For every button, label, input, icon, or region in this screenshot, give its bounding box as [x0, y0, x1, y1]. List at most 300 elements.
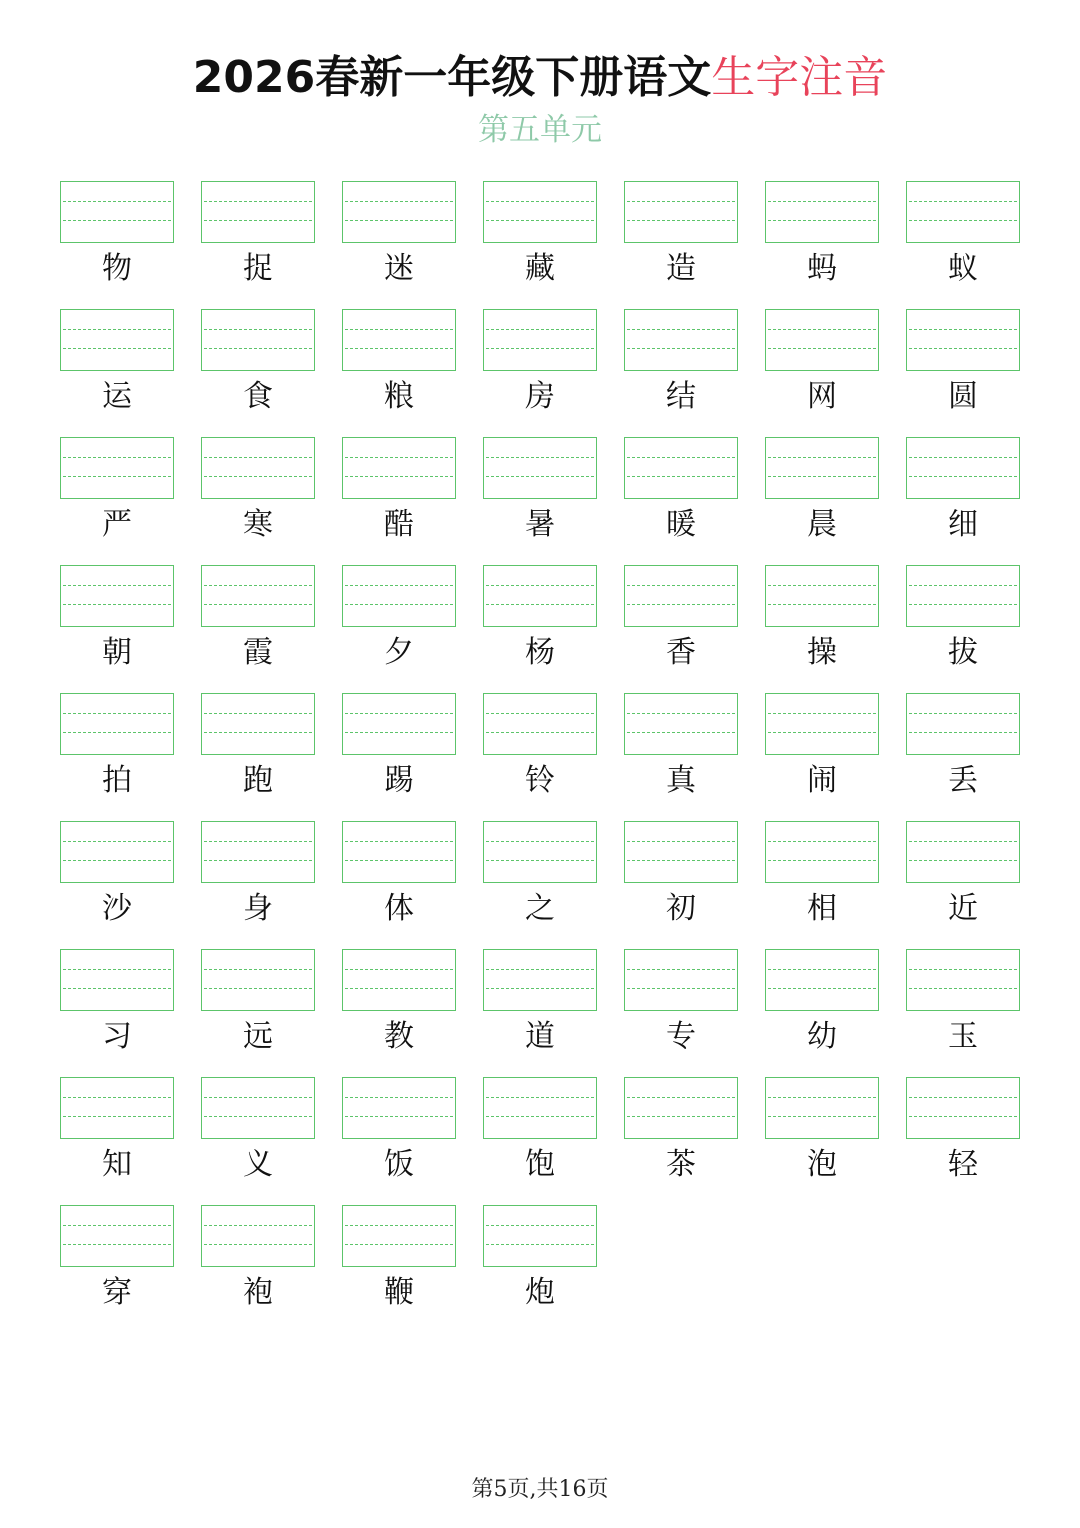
character-label: 藏 — [525, 251, 555, 286]
guide-line — [63, 604, 171, 605]
guide-line — [909, 201, 1017, 202]
character-cell — [624, 565, 738, 693]
character-label: 鞭 — [384, 1275, 414, 1310]
character-label: 拍 — [102, 763, 132, 798]
character-cell — [201, 1077, 315, 1205]
guide-line — [63, 476, 171, 477]
guide-line — [204, 201, 312, 202]
guide-line — [768, 732, 876, 733]
character-cell — [483, 181, 597, 309]
guide-line — [345, 604, 453, 605]
guide-line — [909, 841, 1017, 842]
guide-line — [909, 348, 1017, 349]
pinyin-writing-box[interactable] — [342, 693, 456, 755]
character-cell — [342, 309, 456, 437]
guide-line — [345, 1116, 453, 1117]
character-cell — [60, 181, 174, 309]
character-cell — [342, 565, 456, 693]
character-cell — [201, 437, 315, 565]
guide-line — [204, 348, 312, 349]
character-cell — [483, 949, 597, 1077]
guide-line — [63, 1116, 171, 1117]
guide-line — [627, 201, 735, 202]
guide-line — [345, 732, 453, 733]
guide-line — [204, 476, 312, 477]
guide-line — [909, 1116, 1017, 1117]
guide-line — [768, 329, 876, 330]
pinyin-writing-box[interactable] — [342, 181, 456, 243]
pinyin-writing-box[interactable] — [201, 821, 315, 883]
character-label: 初 — [666, 891, 696, 926]
character-label: 暑 — [525, 507, 555, 542]
character-cell — [624, 309, 738, 437]
guide-line — [909, 585, 1017, 586]
pinyin-writing-box[interactable] — [60, 1205, 174, 1267]
guide-line — [627, 1116, 735, 1117]
pinyin-writing-box[interactable] — [624, 437, 738, 499]
guide-line — [486, 348, 594, 349]
character-label: 相 — [807, 891, 837, 926]
guide-line — [768, 220, 876, 221]
guide-line — [486, 476, 594, 477]
character-cell — [483, 821, 597, 949]
character-label: 丢 — [948, 763, 978, 798]
character-label: 寒 — [243, 507, 273, 542]
guide-line — [768, 585, 876, 586]
character-cell — [906, 1077, 1020, 1205]
character-label: 知 — [102, 1147, 132, 1182]
character-cell — [906, 309, 1020, 437]
pinyin-writing-box[interactable] — [60, 309, 174, 371]
pinyin-writing-box[interactable] — [906, 565, 1020, 627]
character-cell — [483, 1077, 597, 1205]
character-label: 香 — [666, 635, 696, 670]
character-label: 捉 — [243, 251, 273, 286]
character-cell — [906, 693, 1020, 821]
pinyin-writing-box[interactable] — [483, 821, 597, 883]
pinyin-writing-box[interactable] — [483, 1077, 597, 1139]
guide-line — [627, 457, 735, 458]
character-cell — [483, 693, 597, 821]
character-label: 粮 — [384, 379, 414, 414]
guide-line — [486, 1244, 594, 1245]
guide-line — [345, 329, 453, 330]
guide-line — [204, 732, 312, 733]
guide-line — [204, 604, 312, 605]
character-label: 饭 — [384, 1147, 414, 1182]
character-label: 夕 — [384, 635, 414, 670]
character-label: 茶 — [666, 1147, 696, 1182]
character-label: 圆 — [948, 379, 978, 414]
pinyin-writing-box[interactable] — [483, 949, 597, 1011]
guide-line — [486, 841, 594, 842]
guide-line — [486, 457, 594, 458]
guide-line — [204, 1244, 312, 1245]
guide-line — [627, 969, 735, 970]
title-accent: 生字注音 — [711, 52, 888, 103]
guide-line — [345, 713, 453, 714]
guide-line — [768, 988, 876, 989]
character-label: 饱 — [525, 1147, 555, 1182]
character-label: 蚁 — [948, 251, 978, 286]
pinyin-writing-box[interactable] — [60, 437, 174, 499]
guide-line — [345, 860, 453, 861]
character-cell — [906, 437, 1020, 565]
character-label: 穿 — [102, 1275, 132, 1310]
guide-line — [768, 841, 876, 842]
guide-line — [204, 713, 312, 714]
character-cell — [765, 565, 879, 693]
character-label: 近 — [948, 891, 978, 926]
guide-line — [768, 1097, 876, 1098]
guide-line — [486, 329, 594, 330]
character-cell — [765, 693, 879, 821]
character-label: 沙 — [102, 891, 132, 926]
character-cell — [906, 949, 1020, 1077]
pinyin-writing-box[interactable] — [342, 1077, 456, 1139]
page-title — [0, 48, 1080, 108]
guide-line — [627, 220, 735, 221]
guide-line — [63, 329, 171, 330]
character-label: 迷 — [384, 251, 414, 286]
guide-line — [627, 841, 735, 842]
guide-line — [768, 860, 876, 861]
pinyin-writing-box[interactable] — [765, 565, 879, 627]
character-cell — [201, 565, 315, 693]
character-label: 食 — [243, 379, 273, 414]
character-cell — [342, 1077, 456, 1205]
character-label: 习 — [102, 1019, 132, 1054]
character-label: 幼 — [807, 1019, 837, 1054]
character-cell — [483, 437, 597, 565]
pinyin-writing-box[interactable] — [906, 693, 1020, 755]
unit-subtitle: 第五单元 — [478, 112, 602, 148]
pinyin-writing-box[interactable] — [201, 437, 315, 499]
character-label: 泡 — [807, 1147, 837, 1182]
guide-line — [63, 457, 171, 458]
character-cell — [483, 565, 597, 693]
character-label: 玉 — [948, 1019, 978, 1054]
pinyin-writing-box[interactable] — [483, 181, 597, 243]
guide-line — [345, 988, 453, 989]
character-cell — [201, 1205, 315, 1333]
character-label: 体 — [384, 891, 414, 926]
guide-line — [204, 988, 312, 989]
guide-line — [204, 969, 312, 970]
pinyin-writing-box[interactable] — [906, 1077, 1020, 1139]
guide-line — [63, 860, 171, 861]
guide-line — [486, 1097, 594, 1098]
guide-line — [345, 348, 453, 349]
guide-line — [627, 604, 735, 605]
character-label: 真 — [666, 763, 696, 798]
guide-line — [627, 476, 735, 477]
character-label: 拔 — [948, 635, 978, 670]
character-cell — [906, 181, 1020, 309]
guide-line — [627, 988, 735, 989]
character-label: 晨 — [807, 507, 837, 542]
guide-line — [63, 841, 171, 842]
guide-line — [204, 1116, 312, 1117]
guide-line — [204, 1097, 312, 1098]
pinyin-writing-box[interactable] — [906, 437, 1020, 499]
character-cell — [483, 309, 597, 437]
pinyin-writing-box[interactable] — [624, 309, 738, 371]
guide-line — [345, 201, 453, 202]
pinyin-writing-box[interactable] — [342, 565, 456, 627]
guide-line — [627, 713, 735, 714]
character-cell — [624, 1077, 738, 1205]
guide-line — [627, 732, 735, 733]
guide-line — [345, 1225, 453, 1226]
pinyin-writing-box[interactable] — [765, 437, 879, 499]
character-cell — [765, 821, 879, 949]
character-cell — [906, 565, 1020, 693]
character-label: 细 — [948, 507, 978, 542]
character-cell — [342, 437, 456, 565]
character-cell — [201, 181, 315, 309]
character-label: 轻 — [948, 1147, 978, 1182]
guide-line — [204, 457, 312, 458]
guide-line — [909, 604, 1017, 605]
pinyin-writing-box[interactable] — [60, 821, 174, 883]
guide-line — [204, 220, 312, 221]
guide-line — [63, 348, 171, 349]
character-label: 暖 — [666, 507, 696, 542]
pinyin-writing-box[interactable] — [765, 821, 879, 883]
character-label: 踢 — [384, 763, 414, 798]
guide-line — [486, 732, 594, 733]
character-cell — [765, 1077, 879, 1205]
pinyin-writing-box[interactable] — [624, 821, 738, 883]
character-label: 房 — [525, 379, 555, 414]
character-label: 朝 — [102, 635, 132, 670]
guide-line — [345, 457, 453, 458]
guide-line — [768, 348, 876, 349]
character-cell — [342, 181, 456, 309]
pinyin-writing-box[interactable] — [201, 693, 315, 755]
guide-line — [909, 457, 1017, 458]
guide-line — [345, 1244, 453, 1245]
character-label: 杨 — [525, 635, 555, 670]
guide-line — [909, 476, 1017, 477]
guide-line — [909, 969, 1017, 970]
pinyin-writing-box[interactable] — [483, 1205, 597, 1267]
guide-line — [63, 1244, 171, 1245]
character-label: 之 — [525, 891, 555, 926]
character-label: 操 — [807, 635, 837, 670]
guide-line — [909, 988, 1017, 989]
guide-line — [345, 1097, 453, 1098]
guide-line — [768, 604, 876, 605]
pinyin-writing-box[interactable] — [906, 949, 1020, 1011]
guide-line — [768, 969, 876, 970]
character-cell — [201, 821, 315, 949]
character-cell — [60, 1205, 174, 1333]
character-cell — [60, 565, 174, 693]
guide-line — [627, 860, 735, 861]
pinyin-writing-box[interactable] — [60, 565, 174, 627]
pinyin-writing-box[interactable] — [765, 693, 879, 755]
character-cell — [60, 821, 174, 949]
character-label: 铃 — [525, 763, 555, 798]
guide-line — [909, 713, 1017, 714]
guide-line — [768, 201, 876, 202]
guide-line — [345, 969, 453, 970]
character-cell — [906, 821, 1020, 949]
pinyin-writing-box[interactable] — [60, 1077, 174, 1139]
character-cell — [765, 181, 879, 309]
character-label: 道 — [525, 1019, 555, 1054]
pinyin-writing-box[interactable] — [624, 1077, 738, 1139]
guide-line — [345, 585, 453, 586]
character-label: 严 — [102, 507, 132, 542]
pinyin-writing-box[interactable] — [906, 181, 1020, 243]
pinyin-writing-box[interactable] — [342, 821, 456, 883]
character-label: 霞 — [243, 635, 273, 670]
character-label: 身 — [243, 891, 273, 926]
character-label: 物 — [102, 251, 132, 286]
character-cell — [201, 693, 315, 821]
character-cell — [342, 949, 456, 1077]
guide-line — [627, 585, 735, 586]
character-cell — [342, 1205, 456, 1333]
character-label: 义 — [243, 1147, 273, 1182]
pinyin-writing-box[interactable] — [342, 1205, 456, 1267]
character-cell — [60, 1077, 174, 1205]
pinyin-writing-box[interactable] — [201, 949, 315, 1011]
pinyin-writing-box[interactable] — [624, 949, 738, 1011]
character-cell — [765, 437, 879, 565]
guide-line — [345, 476, 453, 477]
character-cell — [624, 181, 738, 309]
guide-line — [768, 476, 876, 477]
character-cell — [201, 949, 315, 1077]
guide-line — [63, 220, 171, 221]
pinyin-writing-box[interactable] — [201, 1077, 315, 1139]
character-cell — [624, 949, 738, 1077]
character-label: 闹 — [807, 763, 837, 798]
pinyin-writing-box[interactable] — [765, 309, 879, 371]
pinyin-writing-box[interactable] — [60, 949, 174, 1011]
guide-line — [204, 585, 312, 586]
guide-line — [486, 585, 594, 586]
character-cell — [342, 821, 456, 949]
character-cell — [201, 309, 315, 437]
pinyin-writing-box[interactable] — [483, 437, 597, 499]
character-cell — [342, 693, 456, 821]
guide-line — [768, 713, 876, 714]
guide-line — [627, 1097, 735, 1098]
character-label: 酷 — [384, 507, 414, 542]
pinyin-writing-box[interactable] — [906, 309, 1020, 371]
character-label: 炮 — [525, 1275, 555, 1310]
character-label: 网 — [807, 379, 837, 414]
character-label: 跑 — [243, 763, 273, 798]
title-main: 2026春新一年级下册语文 — [192, 52, 712, 103]
character-cell — [60, 949, 174, 1077]
guide-line — [63, 585, 171, 586]
guide-line — [486, 1225, 594, 1226]
character-cell — [624, 693, 738, 821]
pinyin-writing-box[interactable] — [765, 949, 879, 1011]
guide-line — [63, 201, 171, 202]
pinyin-writing-box[interactable] — [624, 181, 738, 243]
guide-line — [204, 329, 312, 330]
pinyin-writing-box[interactable] — [201, 181, 315, 243]
guide-line — [486, 1116, 594, 1117]
guide-line — [909, 220, 1017, 221]
guide-line — [63, 969, 171, 970]
guide-line — [909, 732, 1017, 733]
character-cell — [60, 437, 174, 565]
pinyin-writing-box[interactable] — [483, 565, 597, 627]
character-label: 蚂 — [807, 251, 837, 286]
pinyin-writing-box[interactable] — [201, 1205, 315, 1267]
character-label: 教 — [384, 1019, 414, 1054]
guide-line — [63, 713, 171, 714]
guide-line — [63, 988, 171, 989]
guide-line — [768, 1116, 876, 1117]
character-cell — [624, 437, 738, 565]
guide-line — [486, 969, 594, 970]
character-cell — [483, 1205, 597, 1333]
character-grid — [60, 181, 1020, 1333]
guide-line — [486, 988, 594, 989]
pinyin-writing-box[interactable] — [483, 309, 597, 371]
guide-line — [486, 201, 594, 202]
guide-line — [204, 1225, 312, 1226]
pinyin-writing-box[interactable] — [342, 949, 456, 1011]
guide-line — [486, 220, 594, 221]
character-cell — [765, 309, 879, 437]
pinyin-writing-box[interactable] — [201, 565, 315, 627]
pinyin-writing-box[interactable] — [342, 437, 456, 499]
character-cell — [60, 309, 174, 437]
pinyin-writing-box[interactable] — [906, 821, 1020, 883]
guide-line — [204, 841, 312, 842]
pinyin-writing-box[interactable] — [765, 181, 879, 243]
pinyin-writing-box[interactable] — [483, 693, 597, 755]
pinyin-writing-box[interactable] — [624, 565, 738, 627]
guide-line — [486, 860, 594, 861]
guide-line — [486, 713, 594, 714]
guide-line — [486, 604, 594, 605]
character-label: 结 — [666, 379, 696, 414]
pinyin-writing-box[interactable] — [624, 693, 738, 755]
guide-line — [345, 841, 453, 842]
character-label: 专 — [666, 1019, 696, 1054]
character-cell — [60, 693, 174, 821]
guide-line — [63, 1097, 171, 1098]
character-label: 造 — [666, 251, 696, 286]
pinyin-writing-box[interactable] — [201, 309, 315, 371]
pinyin-writing-box[interactable] — [60, 693, 174, 755]
pinyin-writing-box[interactable] — [60, 181, 174, 243]
character-label: 运 — [102, 379, 132, 414]
character-label: 远 — [243, 1019, 273, 1054]
guide-line — [63, 732, 171, 733]
guide-line — [909, 1097, 1017, 1098]
guide-line — [627, 329, 735, 330]
guide-line — [768, 457, 876, 458]
pinyin-writing-box[interactable] — [342, 309, 456, 371]
page-number: 第5页,共16页 — [471, 1477, 609, 1502]
guide-line — [63, 1225, 171, 1226]
guide-line — [627, 348, 735, 349]
pinyin-writing-box[interactable] — [765, 1077, 879, 1139]
guide-line — [909, 860, 1017, 861]
